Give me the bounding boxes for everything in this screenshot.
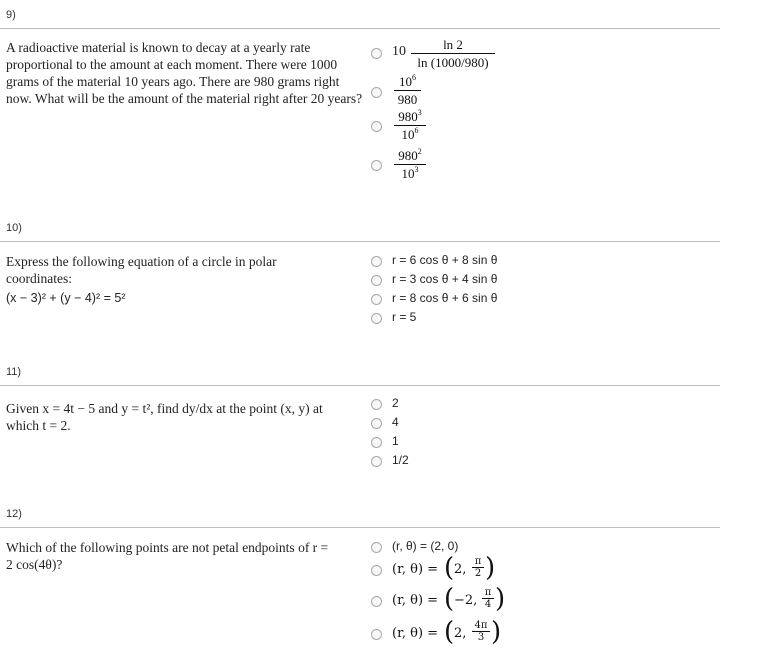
question-number-9: 9): [6, 9, 16, 21]
option-q9-a-den: ln (1000/980): [417, 55, 489, 70]
radio-q12-b[interactable]: [371, 565, 382, 576]
option-q12-a: (r, θ) = (2, 0): [392, 539, 459, 553]
option-q12-b-first: 2,: [454, 562, 467, 577]
divider: [0, 385, 720, 386]
question-text-9: A radioactive material is known to decay at a yearly rate proportional to the amount at each moment. There were 1000 grams of the material 10 years ago. There are 980 grams right now. What will be the amount of the material right after 20 years?: [6, 40, 363, 106]
fraction-bar: [394, 90, 421, 91]
radio-q9-c[interactable]: [371, 121, 382, 132]
option-q12-b-lhs: (r, θ) =: [392, 562, 439, 577]
option-q12-b-fraction: [472, 556, 484, 579]
option-q9-b-exp: 6: [412, 73, 416, 82]
option-q9-d-den-exp: 3: [414, 165, 419, 174]
radio-q9-a[interactable]: [371, 48, 382, 59]
question-text-12-line1: Which of the following points are not petal endpoints of r =: [6, 540, 329, 555]
option-q10-b: r = 3 cos θ + 4 sin θ: [392, 272, 498, 286]
option-q9-c-fraction: [394, 109, 426, 142]
question-number-12: 12): [6, 508, 22, 520]
open-paren: (: [444, 617, 455, 647]
option-q12-c-den: 4: [484, 599, 492, 610]
question-number-10: 10): [6, 222, 22, 234]
question-text-10: Express the following equation of a circle in polar coordinates:: [6, 254, 277, 286]
fraction-bar: [394, 125, 426, 126]
radio-q9-d[interactable]: [371, 160, 382, 171]
option-q12-c-num: π: [484, 587, 492, 598]
option-q12-d-first: 2,: [454, 626, 467, 641]
option-q9-a-fraction: [411, 37, 495, 70]
radio-q11-b[interactable]: [371, 418, 382, 429]
radio-q10-d[interactable]: [371, 313, 382, 324]
radio-q11-d[interactable]: [371, 456, 382, 467]
radio-q12-d[interactable]: [371, 629, 382, 640]
fraction-bar: [394, 164, 426, 165]
option-q12-c-fraction: [482, 587, 494, 610]
option-q9-d-den: 10: [401, 166, 415, 181]
option-q9-d-num: 980: [398, 148, 418, 163]
radio-q10-a[interactable]: [371, 256, 382, 267]
open-paren: (: [444, 553, 455, 583]
radio-q10-c[interactable]: [371, 294, 382, 305]
option-q11-d: 1/2: [392, 453, 409, 467]
question-number-11: 11): [6, 366, 22, 378]
option-q12-c-first: −2,: [454, 593, 478, 608]
open-paren: (: [444, 584, 455, 614]
radio-q9-b[interactable]: [371, 87, 382, 98]
divider: [0, 527, 720, 528]
radio-q12-a[interactable]: [371, 542, 382, 553]
option-q9-a-coef: 10: [392, 44, 406, 59]
close-paren: ): [495, 584, 506, 614]
option-q10-c: r = 8 cos θ + 6 sin θ: [392, 291, 498, 305]
option-q11-a: 2: [392, 396, 399, 410]
close-paren: ): [485, 553, 496, 583]
option-q11-c: 1: [392, 434, 399, 448]
option-q9-b-num: 10: [399, 74, 412, 89]
option-q9-c-den-exp: 6: [414, 126, 419, 135]
option-q9-c-num: 980: [398, 109, 418, 124]
option-q12-d-lhs: (r, θ) =: [392, 626, 439, 641]
question-text-11-line2: which t = 2.: [6, 418, 71, 433]
divider: [0, 28, 720, 29]
option-q9-b-den: 980: [397, 92, 418, 107]
option-q9-b-fraction: [394, 74, 421, 107]
fraction-bar: [411, 53, 495, 54]
option-q9-a-num: ln 2: [443, 37, 463, 52]
option-q12-d-fraction: [472, 620, 490, 643]
option-q12-b-num: π: [474, 556, 482, 567]
close-paren: ): [491, 617, 502, 647]
radio-q11-c[interactable]: [371, 437, 382, 448]
question-text-12-line2: 2 cos(4θ)?: [6, 557, 63, 572]
option-q12-d-den: 3: [477, 632, 485, 643]
option-q9-d-num-exp: 2: [417, 147, 422, 156]
option-q11-b: 4: [392, 415, 399, 429]
option-q10-d: r = 5: [392, 310, 417, 324]
option-q12-b-den: 2: [474, 568, 482, 579]
option-q9-c-num-exp: 3: [417, 108, 422, 117]
option-q12-c-lhs: (r, θ) =: [392, 593, 439, 608]
option-q10-a: r = 6 cos θ + 8 sin θ: [392, 253, 498, 267]
radio-q10-b[interactable]: [371, 275, 382, 286]
option-q9-d-fraction: [394, 148, 426, 181]
question-equation-10: (x − 3)² + (y − 4)² = 5²: [6, 291, 126, 305]
option-q12-d-num: 4π: [474, 620, 488, 631]
radio-q12-c[interactable]: [371, 596, 382, 607]
divider: [0, 241, 720, 242]
option-q9-c-den: 10: [401, 127, 415, 142]
radio-q11-a[interactable]: [371, 399, 382, 410]
question-text-11-line1: Given x = 4t − 5 and y = t², find dy/dx at the point (x, y) at: [6, 401, 323, 416]
